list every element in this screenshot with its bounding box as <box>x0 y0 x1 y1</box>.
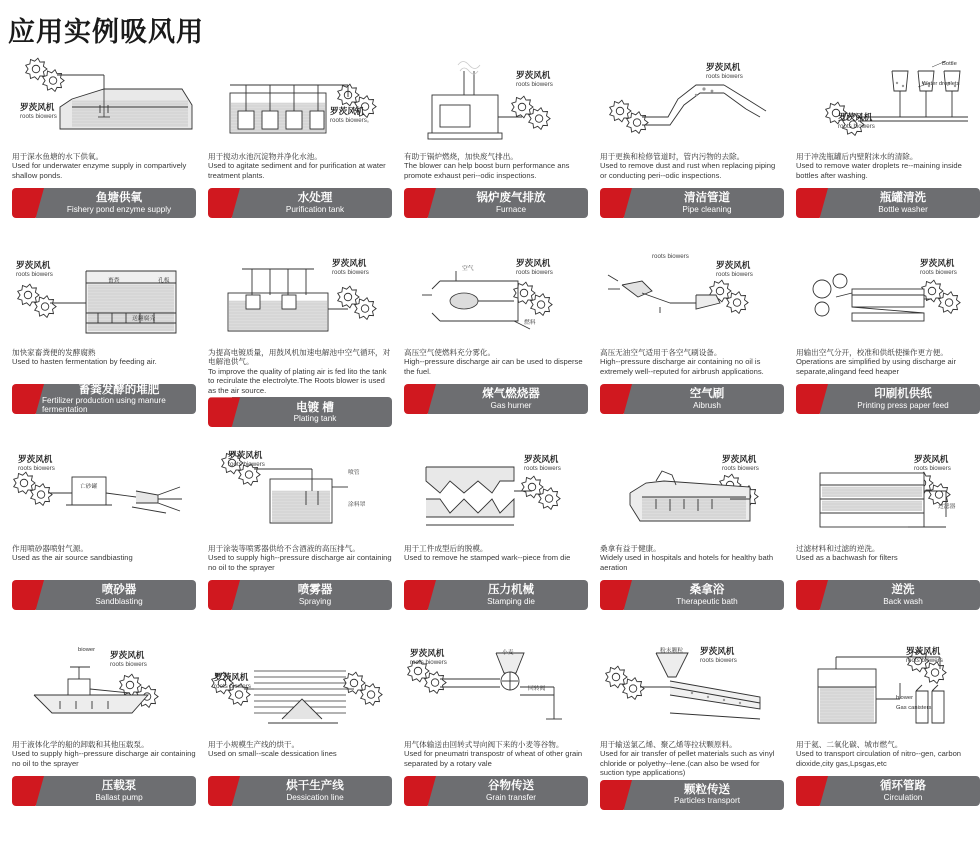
illustration-printing-press-paper-feed <box>796 251 980 347</box>
example-card-therapeutic-bath[interactable] <box>594 445 790 641</box>
description-en: High--pressure discharge air can be used to disperse the fuel. <box>404 357 583 376</box>
illustration-stamping-die <box>404 447 588 543</box>
illustration-fishery-pond-enzyme-supply <box>12 55 196 151</box>
card-title-cn: 谷物传送 <box>488 780 534 793</box>
card-banner-circulation[interactable] <box>796 776 980 806</box>
card-banner-plating-tank[interactable] <box>208 397 392 427</box>
blower-label <box>228 451 265 468</box>
example-card-printing-press-paper-feed[interactable] <box>790 249 980 445</box>
blower-label <box>716 261 753 278</box>
blower-label <box>652 253 689 260</box>
description-en: Used to transport circulation of nitro--gen, carbon dioxide,city gas,Lpsgas,etc <box>796 749 962 768</box>
blower-label-en: roots biowers <box>914 464 951 472</box>
card-banner-spraying[interactable] <box>208 580 392 610</box>
example-card-fertilizer-production[interactable] <box>6 249 202 445</box>
blower-label <box>516 259 553 276</box>
blower-label-cn: 罗茨风机 <box>920 258 955 268</box>
card-title-cn: 喷砂器 <box>101 584 137 597</box>
description-cn: 用于涂装等喷雾器供给不含酒液的高压排气。 <box>208 544 360 553</box>
card-title-en: Fishery pond enzyme supply <box>66 204 172 214</box>
blower-label-cn: 罗茨风机 <box>110 650 145 660</box>
blower-label-cn: 罗茨风机 <box>524 454 559 464</box>
example-card-purification-tank[interactable] <box>202 53 398 249</box>
blower-label <box>700 647 737 664</box>
description-cn: 加快家畜粪便的发酵腐熟 <box>12 348 96 357</box>
diagram-note: 小麦 <box>502 650 514 656</box>
card-title-cn: 畜粪发酵的堆肥 <box>78 383 160 396</box>
blower-label-en: roots biowers <box>110 660 147 668</box>
blower-label-en: roots biowers <box>214 682 251 690</box>
diagram-note: biower <box>78 647 96 653</box>
description-cn: 用输出空气分开，校准和供纸使操作更方便。 <box>796 348 948 357</box>
description-en: Used to supply high--pressure discharge air containing no oil to the sprayer <box>208 553 392 572</box>
diagram-note: 畜粪 <box>108 278 120 284</box>
blower-label <box>410 649 447 666</box>
card-title-en: Furnace <box>495 204 527 214</box>
card-description <box>404 544 588 578</box>
card-banner-stamping-die[interactable] <box>404 580 588 610</box>
card-banner-bottle-washer[interactable] <box>796 188 980 218</box>
blower-label-cn: 罗茨风机 <box>20 102 55 112</box>
blower-label-cn: 罗茨风机 <box>722 454 757 464</box>
description-en: Operations are simplified by using discharge air separate,alingand feed heaper <box>796 357 956 376</box>
illustration-furnace <box>404 55 588 151</box>
banner-body <box>232 580 392 610</box>
description-en: Used to supply high--pressure discharge air containing no oil to the sprayer <box>12 749 196 768</box>
description-cn: 用于工件成型后的脱模。 <box>404 544 488 553</box>
banner-body <box>624 580 784 610</box>
blower-label-en: roots biowers <box>716 270 753 278</box>
description-en: To improve the quality of plating air is fed lito the tank to recirulate the electrolyte.The Roots blower is used as the air source. <box>208 366 387 395</box>
illustration-bottle-washer <box>796 55 980 151</box>
blower-label <box>706 63 743 80</box>
card-title-cn: 瓶罐清洗 <box>880 192 926 205</box>
card-banner-dessication-line[interactable] <box>208 776 392 806</box>
banner-body <box>232 188 392 218</box>
card-banner-sandblasting[interactable] <box>12 580 196 610</box>
description-en: High--pressure discharge air containing no oil is extremely well--reputed for airbrush applications. <box>600 357 764 376</box>
card-title-cn: 压载泵 <box>101 780 137 793</box>
diagram-note: 亡砂罐 <box>80 484 98 490</box>
description-en: Used as the air source sandbiasting <box>12 553 133 563</box>
card-title-cn: 颗粒传送 <box>684 784 730 797</box>
card-title-cn: 电镀 槽 <box>296 401 334 414</box>
example-card-plating-tank[interactable] <box>202 249 398 445</box>
card-description <box>208 152 392 186</box>
diagram-note: 孔板 <box>158 278 170 284</box>
card-banner-pipe-cleaning[interactable] <box>600 188 784 218</box>
card-title-en: Grain transfer <box>485 792 537 802</box>
card-description <box>600 348 784 382</box>
blower-label-en: roots biowers。 <box>330 116 373 124</box>
description-en: Used for air transfer of pellet materials such as vinyl chloride or polyethy--lene.(can also be wsed for suction type applications) <box>600 749 775 778</box>
blower-label <box>18 455 55 472</box>
blower-label <box>214 673 251 690</box>
banner-body <box>428 384 588 414</box>
blower-label-cn: 罗茨风机 <box>214 672 249 682</box>
blower-label <box>906 647 943 664</box>
diagram-note: 送翻腐壳 <box>132 316 156 322</box>
card-description <box>796 544 980 578</box>
card-title-en: Back wash <box>883 596 923 606</box>
description-cn: 作用喷砂器喷射气源。 <box>12 544 88 553</box>
description-en: The blower can help boost burn performance ans promote exhaust peri--odic inspections. <box>404 161 570 180</box>
blower-label-en: roots biowers <box>16 270 53 278</box>
illustration-gas-burner <box>404 251 588 347</box>
illustration-purification-tank <box>208 55 392 151</box>
description-cn: 有助于锅炉燃烧，加快废气排出。 <box>404 152 518 161</box>
card-description <box>600 544 784 578</box>
card-description <box>12 152 196 186</box>
card-banner-ballast-pump[interactable] <box>12 776 196 806</box>
blower-label-cn: 罗茨风机 <box>906 646 941 656</box>
card-title-cn: 水处理 <box>297 192 333 205</box>
banner-body <box>36 776 196 806</box>
description-cn: 用于输送氯乙烯、聚乙烯等拉状颗原料。 <box>600 740 737 749</box>
card-banner-purification-tank[interactable] <box>208 188 392 218</box>
card-banner-back-wash[interactable] <box>796 580 980 610</box>
card-title-en: Aibrush <box>693 400 721 410</box>
card-title-en: Pipe cleaning <box>682 204 732 214</box>
card-banner-fertilizer-production[interactable] <box>12 384 196 414</box>
banner-body <box>428 580 588 610</box>
description-en: Used for underwater enzyme supply in compartively shallow ponds. <box>12 161 187 180</box>
card-title-cn: 清洁管道 <box>684 192 730 205</box>
blower-label <box>332 259 369 276</box>
description-en: Used to remove dust and rust when replacing piping or conducting peri--odic inspections. <box>600 161 776 180</box>
card-banner-furnace[interactable] <box>404 188 588 218</box>
card-title-en: Fertilizer production using manure fermentation <box>42 396 166 415</box>
blower-label <box>722 455 759 472</box>
illustration-spraying <box>208 447 392 543</box>
card-description <box>600 740 784 778</box>
illustration-ballast-pump <box>12 643 196 739</box>
card-banner-grain-transfer[interactable] <box>404 776 588 806</box>
blower-label-en: roots biowers <box>722 464 759 472</box>
description-cn: 用于冲洗瓶罐后内壁附沫水的清除。 <box>796 152 918 161</box>
banner-body <box>820 776 980 806</box>
card-description <box>796 740 980 774</box>
card-title-cn: 逆洗 <box>891 584 915 597</box>
blower-label <box>516 71 553 88</box>
blower-label-en: roots biowers <box>838 122 875 130</box>
blower-label-en: roots biowers <box>920 268 957 276</box>
card-title-en: Bottle washer <box>878 204 928 214</box>
page-title: 应用实例吸风用 <box>8 17 204 47</box>
card-description <box>12 544 196 578</box>
card-description <box>404 348 588 382</box>
card-banner-gas-burner[interactable] <box>404 384 588 414</box>
blower-label-en: roots biowers <box>906 656 943 664</box>
banner-body <box>624 780 784 810</box>
banner-body <box>232 397 392 427</box>
description-cn: 用于更换和检修管道时，管内污物的去除。 <box>600 152 745 161</box>
description-en: Used for pneumatri transpostr of wheat of other grain separated by a rotary vale <box>404 749 583 768</box>
banner-body <box>624 384 784 414</box>
description-cn: 为提高电镀质量，用鼓风机加速电解池中空气循环，对电解池供气。 <box>208 348 391 367</box>
blower-label-en: roots biowers <box>410 658 447 666</box>
blower-label-en: roots biowers <box>516 268 553 276</box>
card-title-cn: 煤气燃烧器 <box>482 388 540 401</box>
diagram-note: 燃料 <box>524 320 536 326</box>
card-banner-printing-press-paper-feed[interactable] <box>796 384 980 414</box>
banner-body <box>36 384 196 414</box>
blower-label-cn: 罗茨风机 <box>332 258 367 268</box>
blower-label <box>330 107 373 124</box>
example-card-gas-burner[interactable] <box>398 249 594 445</box>
description-en: Widely used in hospitals and hotels for healthy bath aeration <box>600 553 774 572</box>
illustration-particles-transport <box>600 643 784 739</box>
diagram-note: biower <box>896 695 914 701</box>
card-description <box>208 348 392 395</box>
card-title-en: Therapeutic bath <box>676 596 738 606</box>
card-title-en: Ballast pump <box>95 792 143 802</box>
description-en: Used to agitate sediment and for purification at water treatment plants. <box>208 161 386 180</box>
example-card-circulation[interactable] <box>790 641 980 837</box>
description-cn: 高压无油空气适用于各空气刷设备。 <box>600 348 722 357</box>
example-card-particles-transport[interactable] <box>594 641 790 837</box>
description-en: Used to hasten fermentation by feeding air. <box>12 357 157 367</box>
diagram-note: 粉末颗粒 <box>660 648 684 654</box>
card-description <box>404 740 588 774</box>
blower-label-en: roots biowers <box>20 112 57 120</box>
example-grid <box>0 53 980 837</box>
illustration-dessication-line <box>208 643 392 739</box>
diagram-note: Bottle <box>942 61 957 67</box>
diagram-note: Gas canisters <box>896 705 932 711</box>
card-title-cn: 循环管路 <box>880 780 926 793</box>
card-banner-fishery-pond-enzyme-supply[interactable] <box>12 188 196 218</box>
blower-label-cn: 罗茨风机 <box>716 260 751 270</box>
example-card-grain-transfer[interactable] <box>398 641 594 837</box>
card-description <box>796 152 980 186</box>
card-description <box>796 348 980 382</box>
example-card-dessication-line[interactable] <box>202 641 398 837</box>
banner-body <box>428 188 588 218</box>
card-title-en: Spraying <box>298 596 332 606</box>
blower-label-en: roots biowers <box>332 268 369 276</box>
example-card-back-wash[interactable] <box>790 445 980 641</box>
blower-label-en: roots biowers <box>18 464 55 472</box>
description-cn: 用于搅动水池沉淀物并净化水池。 <box>208 152 322 161</box>
blower-label-cn: 罗茨风机 <box>410 648 445 658</box>
card-title-en: Particles transport <box>674 796 740 806</box>
card-title-cn: 印刷机供纸 <box>874 388 932 401</box>
description-cn: 用气体输送由回转式导向阀下来的小麦等谷物。 <box>404 740 564 749</box>
banner-body <box>820 580 980 610</box>
banner-body <box>428 776 588 806</box>
blower-label <box>20 103 57 120</box>
card-title-cn: 压力机械 <box>488 584 534 597</box>
card-title-en: Circulation <box>883 792 923 802</box>
description-en: Used on small--scale dessication lines <box>208 749 337 759</box>
card-title-en: Plating tank <box>293 413 337 423</box>
description-cn: 用于氦、二氧化碳、城市燃气。 <box>796 740 903 749</box>
diagram-note: Water droplets <box>922 81 960 87</box>
card-title-cn: 锅炉废气排放 <box>476 192 546 205</box>
blower-label-en: roots biowers <box>524 464 561 472</box>
illustration-airbrush <box>600 251 784 347</box>
example-card-fishery-pond-enzyme-supply[interactable] <box>6 53 202 249</box>
example-card-airbrush[interactable] <box>594 249 790 445</box>
blower-label-en: roots biowers <box>706 72 743 80</box>
blower-label <box>16 261 53 278</box>
diagram-note: 空气 <box>462 266 474 272</box>
blower-label <box>838 113 875 130</box>
blower-label-en: roots biowers <box>516 80 553 88</box>
card-title-en: Sandblasting <box>95 596 143 606</box>
blower-label-cn: 罗茨风机 <box>914 454 949 464</box>
card-title-en: Stamping die <box>487 596 535 606</box>
illustration-pipe-cleaning <box>600 55 784 151</box>
diagram-note: 回转阀 <box>528 686 546 692</box>
example-card-spraying[interactable] <box>202 445 398 641</box>
example-card-bottle-washer[interactable] <box>790 53 980 249</box>
blower-label-cn: 罗茨风机 <box>18 454 53 464</box>
description-cn: 用于小规模生产线的烘干。 <box>208 740 300 749</box>
illustration-circulation <box>796 643 980 739</box>
blower-label-en: roots biowers <box>652 253 689 260</box>
description-en: Used to remove he stamped wark--piece from die <box>404 553 571 563</box>
banner-body <box>36 188 196 218</box>
blower-label-cn: 罗茨风机 <box>16 260 51 270</box>
diagram-note: 过滤器 <box>938 504 956 510</box>
blower-label-en: roots biowers <box>228 460 265 468</box>
card-title-cn: 鱼塘供氧 <box>96 192 142 205</box>
blower-label <box>914 455 951 472</box>
card-banner-particles-transport[interactable] <box>600 780 784 810</box>
blower-label-cn: 罗茨风机 <box>516 258 551 268</box>
example-card-sandblasting[interactable] <box>6 445 202 641</box>
card-description <box>12 740 196 774</box>
card-description <box>600 152 784 186</box>
banner-body <box>232 776 392 806</box>
example-card-stamping-die[interactable] <box>398 445 594 641</box>
illustration-fertilizer-production <box>12 251 196 347</box>
illustration-back-wash <box>796 447 980 543</box>
card-description <box>208 544 392 578</box>
blower-label <box>110 651 147 668</box>
card-description <box>12 348 196 382</box>
illustration-grain-transfer <box>404 643 588 739</box>
description-cn: 高压空气使燃料充分雾化。 <box>404 348 496 357</box>
banner-body <box>820 384 980 414</box>
card-title-cn: 喷雾器 <box>297 584 333 597</box>
diagram-note: 涂料罩 <box>348 502 366 508</box>
blower-label-en: roots biowers <box>700 656 737 664</box>
blower-label-cn: 罗茨风机 <box>228 450 263 460</box>
card-title-cn: 烘干生产线 <box>286 780 344 793</box>
illustration-plating-tank <box>208 251 392 347</box>
description-cn: 过滤材料和过滤的逆洗。 <box>796 544 880 553</box>
card-title-en: Gas hurner <box>490 400 532 410</box>
card-title-cn: 桑拿浴 <box>689 584 725 597</box>
card-title-en: Printing press paper feed <box>857 400 949 410</box>
blower-label-cn: 罗茨风机 <box>330 106 365 116</box>
description-en: Used as a bachwash for filters <box>796 553 898 563</box>
description-cn: 桑拿有益于健康。 <box>600 544 661 553</box>
example-card-pipe-cleaning[interactable] <box>594 53 790 249</box>
banner-body <box>624 188 784 218</box>
card-title-en: Purification tank <box>285 204 345 214</box>
example-card-ballast-pump[interactable] <box>6 641 202 837</box>
banner-body <box>36 580 196 610</box>
illustration-therapeutic-bath <box>600 447 784 543</box>
diagram-note: 喷管 <box>348 470 360 476</box>
card-banner-airbrush[interactable] <box>600 384 784 414</box>
description-en: Used to remove water droplets re--maining inside bottles after washing. <box>796 161 962 180</box>
blower-label-cn: 罗茨风机 <box>838 112 873 122</box>
description-cn: 用于深水鱼塘的水下供氧。 <box>12 152 104 161</box>
blower-label-cn: 罗茨风机 <box>706 62 741 72</box>
card-title-en: Dessication line <box>286 792 344 802</box>
card-description <box>208 740 392 774</box>
card-title-cn: 空气刷 <box>689 388 725 401</box>
example-card-furnace[interactable] <box>398 53 594 249</box>
card-description <box>404 152 588 186</box>
card-banner-therapeutic-bath[interactable] <box>600 580 784 610</box>
banner-body <box>820 188 980 218</box>
illustration-sandblasting <box>12 447 196 543</box>
description-cn: 用于液体化学的船的卸载和其他压载泵。 <box>12 740 149 749</box>
blower-label-cn: 罗茨风机 <box>700 646 735 656</box>
blower-label <box>920 259 957 276</box>
blower-label <box>524 455 561 472</box>
blower-label-cn: 罗茨风机 <box>516 70 551 80</box>
